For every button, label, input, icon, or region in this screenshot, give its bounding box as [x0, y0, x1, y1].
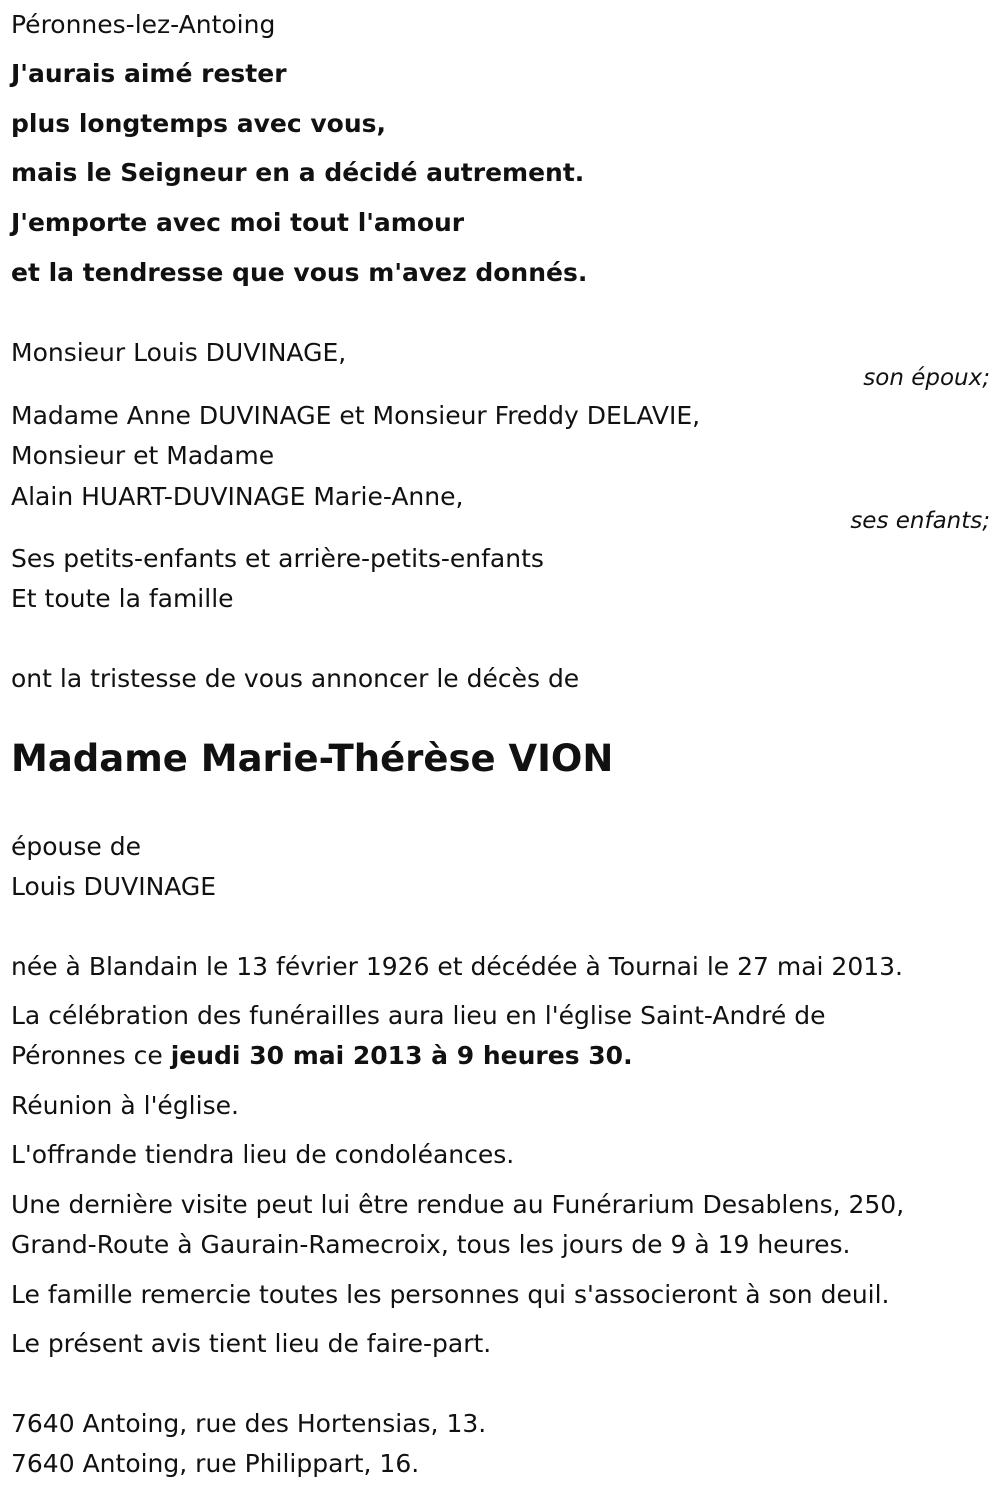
poem-line: et la tendresse que vous m'avez donnés.: [11, 258, 588, 287]
spouse-role: son époux;: [863, 365, 990, 391]
poem-line: plus longtemps avec vous,: [11, 109, 387, 138]
poem-line: J'aurais aimé rester: [11, 59, 287, 88]
meeting-line: Réunion à l'église.: [11, 1091, 239, 1120]
children-line: Monsieur et Madame: [11, 441, 275, 470]
others-line: Et toute la famille: [11, 584, 234, 613]
announcement: ont la tristesse de vous annoncer le décès de: [11, 664, 580, 693]
ceremony-line: La célébration des funérailles aura lieu en l'église Saint-André de: [11, 1001, 826, 1030]
spouse-line: Monsieur Louis DUVINAGE,: [11, 338, 347, 367]
poem-line: mais le Seigneur en a décidé autrement.: [11, 158, 585, 187]
spouse-of-label: épouse de: [11, 832, 141, 861]
offering-line: L'offrande tiendra lieu de condoléances.: [11, 1140, 515, 1169]
ceremony-line: [11, 1040, 633, 1072]
visit-line: Grand-Route à Gaurain-Ramecroix, tous les jours de 9 à 19 heures.: [11, 1230, 851, 1259]
children-line: Madame Anne DUVINAGE et Monsieur Freddy DELAVIE,: [11, 401, 701, 430]
spouse-of-name: Louis DUVINAGE: [11, 872, 217, 901]
ceremony-date: jeudi 30 mai 2013 à 9 heures 30.: [170, 1041, 633, 1070]
thanks-line: Le famille remercie toutes les personnes qui s'associeront à son deuil.: [11, 1280, 890, 1309]
visit-line: Une dernière visite peut lui être rendue au Funérarium Desablens, 250,: [11, 1190, 905, 1219]
address-line: 7640 Antoing, rue Philippart, 16.: [11, 1449, 420, 1478]
born-died: née à Blandain le 13 février 1926 et décédée à Tournai le 27 mai 2013.: [11, 952, 903, 981]
deceased-name: Madame Marie-Thérèse VION: [11, 737, 614, 780]
notice-line: Le présent avis tient lieu de faire-part.: [11, 1329, 492, 1358]
place-line: Péronnes-lez-Antoing: [11, 10, 276, 39]
children-line: Alain HUART-DUVINAGE Marie-Anne,: [11, 482, 464, 511]
others-line: Ses petits-enfants et arrière-petits-enfants: [11, 544, 544, 573]
children-role: ses enfants;: [850, 508, 990, 534]
poem-line: J'emporte avec moi tout l'amour: [11, 208, 465, 237]
address-line: 7640 Antoing, rue des Hortensias, 13.: [11, 1409, 487, 1438]
ceremony-prefix: Péronnes ce: [11, 1041, 171, 1070]
